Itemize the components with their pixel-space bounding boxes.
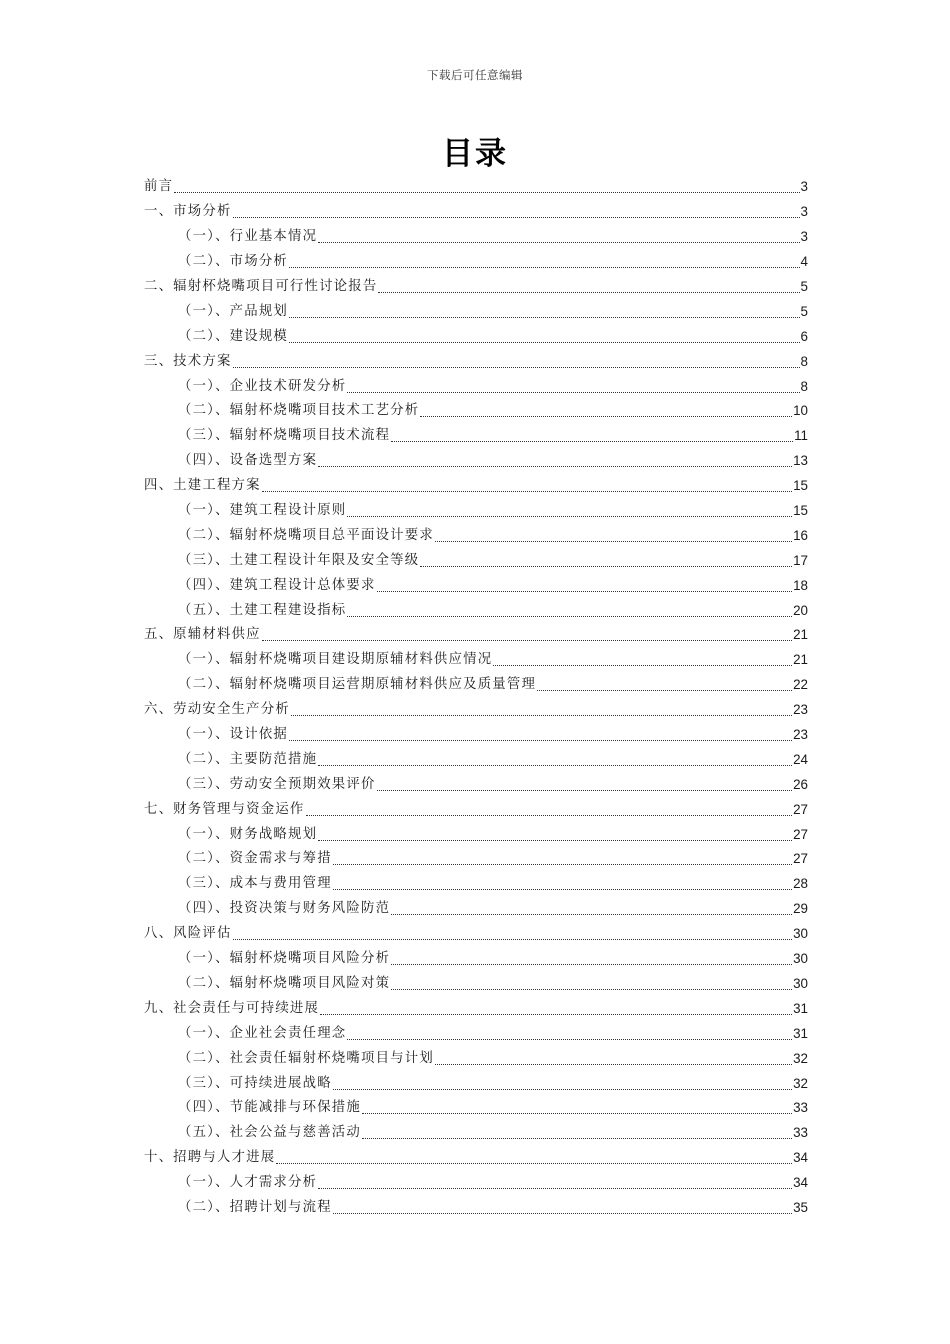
toc-section-entry[interactable] [144, 324, 808, 349]
toc-dot-leader [333, 888, 792, 890]
toc-entry-text: （一）、辐射杯烧嘴项目风险分析 [178, 951, 391, 967]
toc-chapter-entry[interactable] [144, 200, 808, 225]
toc-section-entry[interactable] [144, 1071, 808, 1096]
toc-section-entry[interactable] [144, 1046, 808, 1071]
toc-page-number: 32 [793, 1075, 808, 1091]
toc-section-entry[interactable] [144, 972, 808, 997]
toc-page-number: 15 [793, 478, 808, 494]
toc-entry-text: （五）、土建工程建设指标 [178, 602, 347, 618]
toc-page-number: 3 [800, 204, 808, 220]
toc-dot-leader [537, 689, 792, 691]
toc-entry-text: （四）、投资决策与财务风险防范 [178, 901, 391, 917]
toc-page-number: 5 [800, 279, 808, 294]
toc-entry-text: （二）、建设规模 [178, 328, 289, 344]
toc-dot-leader [233, 366, 800, 368]
toc-entry-text: 六、劳动安全生产分析 [144, 702, 290, 718]
toc-page-number: 6 [800, 328, 808, 344]
toc-entry-text: （三）、成本与费用管理 [178, 876, 332, 892]
toc-entry-text: （三）、土建工程设计年限及安全等级 [178, 552, 420, 568]
toc-section-entry[interactable] [144, 947, 808, 972]
toc-page-number: 4 [800, 254, 808, 270]
toc-page-number: 17 [793, 552, 808, 568]
toc-dot-leader [318, 764, 792, 766]
toc-dot-leader [276, 1162, 792, 1164]
toc-section-entry[interactable] [144, 598, 808, 623]
toc-dot-leader [362, 1137, 792, 1139]
toc-page-number: 8 [800, 353, 808, 369]
toc-dot-leader [262, 639, 792, 641]
toc-section-entry[interactable] [144, 747, 808, 772]
toc-dot-leader [320, 1013, 792, 1015]
toc-entry-text: （三）、劳动安全预期效果评价 [178, 776, 376, 792]
toc-chapter-entry[interactable] [144, 623, 808, 648]
toc-section-entry[interactable] [144, 1021, 808, 1046]
toc-section-entry[interactable] [144, 424, 808, 449]
toc-dot-leader [377, 590, 793, 592]
toc-entry-text: （二）、主要防范措施 [178, 751, 318, 767]
toc-page-number: 35 [793, 1199, 808, 1215]
toc-dot-leader [306, 814, 793, 816]
toc-section-entry[interactable] [144, 399, 808, 424]
toc-chapter-entry[interactable] [144, 698, 808, 723]
toc-dot-leader [333, 1088, 792, 1090]
toc-entry-text: 十、招聘与人才进展 [144, 1150, 276, 1166]
toc-section-entry[interactable] [144, 225, 808, 250]
toc-entry-text: （一）、行业基本情况 [178, 229, 318, 245]
toc-dot-leader [318, 1187, 792, 1189]
toc-page-number: 23 [793, 727, 808, 743]
toc-dot-leader [347, 615, 792, 617]
toc-section-entry[interactable] [144, 847, 808, 872]
toc-dot-leader [391, 988, 792, 990]
toc-chapter-entry[interactable] [144, 175, 808, 200]
toc-entry-text: （一）、产品规划 [178, 303, 289, 319]
toc-entry-text: （二）、辐射杯烧嘴项目风险对策 [178, 975, 391, 991]
toc-dot-leader [391, 963, 792, 965]
toc-dot-leader [435, 1063, 792, 1065]
toc-page-number: 20 [793, 602, 808, 618]
toc-entry-text: （一）、设计依据 [178, 727, 289, 743]
toc-entry-text: （一）、辐射杯烧嘴项目建设期原辅材料供应情况 [178, 652, 493, 668]
toc-dot-leader [289, 739, 792, 741]
toc-page-number: 21 [793, 652, 808, 668]
toc-dot-leader [347, 1038, 792, 1040]
toc-entry-text: （四）、设备选型方案 [178, 453, 318, 469]
toc-entry-text: （一）、财务战略规划 [178, 826, 318, 842]
toc-chapter-entry[interactable] [144, 275, 808, 300]
toc-section-entry[interactable] [144, 822, 808, 847]
toc-page-number: 34 [793, 1150, 808, 1166]
toc-section-entry[interactable] [144, 573, 808, 598]
toc-dot-leader [493, 664, 792, 666]
toc-entry-text: （一）、企业社会责任理念 [178, 1025, 347, 1041]
toc-section-entry[interactable] [144, 1171, 808, 1196]
toc-entry-text: （二）、辐射杯烧嘴项目总平面设计要求 [178, 527, 434, 543]
toc-page-number: 16 [793, 527, 808, 543]
toc-dot-leader [174, 191, 799, 193]
toc-page-number: 30 [793, 926, 808, 942]
toc-chapter-entry[interactable] [144, 797, 808, 822]
toc-entry-text: （二）、辐射杯烧嘴项目技术工艺分析 [178, 403, 420, 419]
toc-dot-leader [333, 863, 792, 865]
toc-entry-text: （二）、资金需求与筹措 [178, 851, 332, 867]
toc-dot-leader [333, 1212, 792, 1214]
toc-page-number: 21 [793, 627, 808, 643]
toc-page-number: 13 [793, 453, 808, 469]
toc-section-entry[interactable] [144, 1196, 808, 1221]
toc-page-number: 5 [800, 303, 808, 319]
toc-page-number: 26 [793, 776, 808, 792]
toc-entry-text: （四）、节能减排与环保措施 [178, 1100, 361, 1116]
toc-dot-leader [420, 565, 792, 567]
toc-dot-leader [391, 440, 793, 442]
toc-list [144, 175, 808, 1220]
toc-entry-text: 三、技术方案 [144, 353, 232, 369]
toc-entry-text: （二）、社会责任辐射杯烧嘴项目与计划 [178, 1050, 434, 1066]
toc-page-number: 28 [793, 876, 808, 892]
toc-entry-text: 一、市场分析 [144, 204, 232, 220]
toc-entry-text: 二、辐射杯烧嘴项目可行性讨论报告 [144, 279, 378, 294]
toc-section-entry[interactable] [144, 548, 808, 573]
toc-entry-text: （二）、招聘计划与流程 [178, 1199, 332, 1215]
toc-page-number: 11 [794, 428, 808, 444]
toc-entry-text: 九、社会责任与可持续进展 [144, 1000, 320, 1016]
toc-dot-leader [347, 515, 792, 517]
toc-section-entry[interactable] [144, 648, 808, 673]
toc-entry-text: （三）、辐射杯烧嘴项目技术流程 [178, 428, 391, 444]
toc-dot-leader [233, 216, 800, 218]
toc-section-entry[interactable] [144, 449, 808, 474]
toc-entry-text: （三）、可持续进展战略 [178, 1075, 332, 1091]
toc-page-number: 30 [793, 951, 808, 967]
toc-entry-text: （二）、辐射杯烧嘴项目运营期原辅材料供应及质量管理 [178, 677, 537, 693]
toc-dot-leader [347, 391, 799, 393]
toc-chapter-entry[interactable] [144, 474, 808, 499]
toc-page-number: 33 [793, 1100, 808, 1116]
toc-page-number: 10 [793, 403, 808, 419]
toc-page-number: 23 [793, 702, 808, 718]
toc-section-entry[interactable] [144, 299, 808, 324]
toc-section-entry[interactable] [144, 673, 808, 698]
toc-section-entry[interactable] [144, 499, 808, 524]
toc-page-number: 29 [793, 901, 808, 917]
toc-page-number: 31 [793, 1025, 808, 1041]
toc-dot-leader [318, 465, 792, 467]
toc-section-entry[interactable] [144, 772, 808, 797]
toc-entry-text: 四、土建工程方案 [144, 478, 261, 494]
toc-entry-text: （四）、建筑工程设计总体要求 [178, 577, 376, 593]
toc-page-number: 27 [793, 826, 808, 842]
toc-entry-text: （一）、企业技术研发分析 [178, 378, 347, 394]
toc-page-number: 27 [793, 801, 808, 817]
toc-dot-leader [289, 316, 800, 318]
toc-title: 目录 [442, 136, 508, 172]
toc-page-number: 15 [793, 503, 808, 519]
toc-page-number: 34 [793, 1175, 808, 1191]
toc-chapter-entry[interactable] [144, 922, 808, 947]
toc-entry-text: 五、原辅材料供应 [144, 627, 261, 643]
toc-page-number: 24 [793, 751, 808, 767]
toc-page-number: 8 [800, 378, 808, 394]
toc-dot-leader [391, 913, 792, 915]
toc-chapter-entry[interactable] [144, 349, 808, 374]
toc-page-number: 31 [793, 1000, 808, 1016]
toc-entry-text: （一）、建筑工程设计原则 [178, 503, 347, 519]
toc-page-number: 18 [793, 577, 808, 593]
toc-page-number: 22 [793, 677, 808, 693]
toc-dot-leader [291, 714, 792, 716]
toc-section-entry[interactable] [144, 374, 808, 399]
header-note: 下载后可任意编辑 [427, 68, 523, 82]
toc-page-number: 27 [793, 851, 808, 867]
toc-dot-leader [233, 938, 793, 940]
toc-dot-leader [377, 789, 793, 791]
toc-dot-leader [262, 490, 792, 492]
toc-page-number: 32 [793, 1050, 808, 1066]
toc-section-entry[interactable] [144, 723, 808, 748]
toc-page-number: 3 [800, 179, 808, 195]
toc-section-entry[interactable] [144, 897, 808, 922]
toc-entry-text: （二）、市场分析 [178, 254, 289, 270]
toc-entry-text: （五）、社会公益与慈善活动 [178, 1125, 361, 1141]
toc-section-entry[interactable] [144, 1096, 808, 1121]
toc-dot-leader [435, 540, 792, 542]
toc-dot-leader [318, 839, 792, 841]
toc-chapter-entry[interactable] [144, 996, 808, 1021]
toc-entry-text: 八、风险评估 [144, 926, 232, 942]
toc-section-entry[interactable] [144, 523, 808, 548]
toc-page-number: 3 [800, 229, 808, 245]
toc-entry-text: （一）、人才需求分析 [178, 1175, 318, 1191]
toc-dot-leader [289, 266, 800, 268]
toc-entry-text: 前言 [144, 179, 174, 195]
toc-section-entry[interactable] [144, 872, 808, 897]
toc-dot-leader [318, 241, 799, 243]
toc-dot-leader [289, 341, 800, 343]
toc-dot-leader [362, 1112, 792, 1114]
toc-section-entry[interactable] [144, 250, 808, 275]
toc-entry-text: 七、财务管理与资金运作 [144, 801, 305, 817]
toc-page-number: 30 [793, 975, 808, 991]
toc-dot-leader [378, 291, 799, 293]
toc-section-entry[interactable] [144, 1121, 808, 1146]
toc-chapter-entry[interactable] [144, 1146, 808, 1171]
toc-dot-leader [420, 415, 792, 417]
toc-page-number: 33 [793, 1125, 808, 1141]
